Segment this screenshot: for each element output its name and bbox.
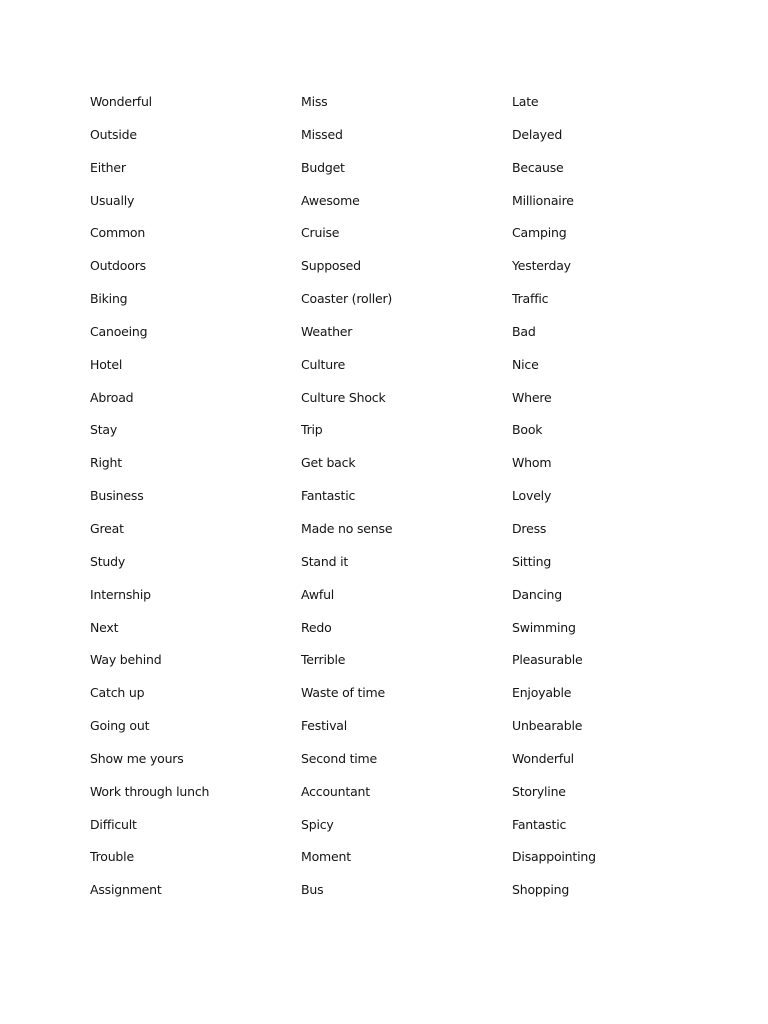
word-item: Terrible bbox=[301, 652, 346, 668]
word-item: Enjoyable bbox=[512, 685, 572, 701]
word-item: Budget bbox=[301, 159, 345, 175]
word-item: Usually bbox=[90, 192, 135, 208]
word-item: Moment bbox=[301, 849, 351, 865]
word-item: Difficult bbox=[90, 816, 137, 832]
word-item: Awesome bbox=[301, 192, 360, 208]
word-item: Pleasurable bbox=[512, 652, 583, 668]
word-item: Book bbox=[512, 422, 543, 438]
word-item: Swimming bbox=[512, 619, 576, 635]
word-item: Biking bbox=[90, 291, 128, 307]
word-item: Catch up bbox=[90, 685, 145, 701]
word-item: Stay bbox=[90, 422, 118, 438]
word-item: Because bbox=[512, 159, 564, 175]
word-item: Fantastic bbox=[301, 488, 356, 504]
word-item: Way behind bbox=[90, 652, 162, 668]
word-item: Hotel bbox=[90, 356, 123, 372]
word-item: Dress bbox=[512, 520, 547, 536]
word-item: Where bbox=[512, 389, 552, 405]
word-item: Delayed bbox=[512, 126, 563, 142]
word-item: Redo bbox=[301, 619, 332, 635]
word-item: Internship bbox=[90, 586, 151, 602]
word-item: Stand it bbox=[301, 553, 349, 569]
word-item: Sitting bbox=[512, 553, 552, 569]
word-item: Going out bbox=[90, 718, 150, 734]
word-item: Miss bbox=[301, 94, 328, 109]
word-item: Fantastic bbox=[512, 816, 567, 832]
word-item: Unbearable bbox=[512, 718, 583, 734]
word-column-1 bbox=[90, 89, 300, 910]
word-item: Next bbox=[90, 619, 119, 635]
word-column-3 bbox=[512, 89, 722, 910]
word-item: Whom bbox=[512, 455, 552, 471]
word-item: Wonderful bbox=[512, 750, 574, 766]
word-item: Study bbox=[90, 553, 126, 569]
word-item: Right bbox=[90, 455, 122, 471]
word-item: Millionaire bbox=[512, 192, 574, 208]
word-item: Canoeing bbox=[90, 323, 148, 339]
word-item: Outside bbox=[90, 126, 137, 142]
word-item: Lovely bbox=[512, 488, 552, 504]
word-item: Cruise bbox=[301, 225, 340, 241]
word-item: Spicy bbox=[301, 816, 334, 832]
word-item: Festival bbox=[301, 718, 348, 734]
word-column-2 bbox=[301, 89, 511, 910]
word-item: Culture Shock bbox=[301, 389, 386, 405]
word-item: Weather bbox=[301, 323, 353, 339]
word-item: Show me yours bbox=[90, 750, 184, 766]
word-item: Nice bbox=[512, 356, 539, 372]
word-item: Abroad bbox=[90, 389, 134, 405]
word-item: Disappointing bbox=[512, 849, 596, 865]
word-item: Assignment bbox=[90, 882, 162, 898]
word-item: Trip bbox=[301, 422, 323, 438]
word-item: Get back bbox=[301, 455, 356, 471]
word-item: Second time bbox=[301, 750, 378, 766]
word-item: Made no sense bbox=[301, 520, 393, 536]
word-item: Wonderful bbox=[90, 94, 152, 109]
word-item: Storyline bbox=[512, 783, 566, 799]
word-item: Missed bbox=[301, 126, 343, 142]
word-item: Either bbox=[90, 159, 126, 175]
word-item: Bad bbox=[512, 323, 536, 339]
word-item: Coaster (roller) bbox=[301, 291, 393, 307]
word-item: Bus bbox=[301, 882, 324, 898]
word-item: Culture bbox=[301, 356, 346, 372]
word-item: Late bbox=[512, 94, 539, 109]
word-item: Waste of time bbox=[301, 685, 385, 701]
word-item: Great bbox=[90, 520, 124, 536]
word-item: Dancing bbox=[512, 586, 563, 602]
word-item: Outdoors bbox=[90, 258, 146, 274]
word-item: Work through lunch bbox=[90, 783, 210, 799]
word-item: Supposed bbox=[301, 258, 361, 274]
word-item: Accountant bbox=[301, 783, 370, 799]
word-item: Camping bbox=[512, 225, 567, 241]
word-item: Traffic bbox=[512, 291, 549, 307]
word-item: Trouble bbox=[90, 849, 134, 865]
word-item: Common bbox=[90, 225, 146, 241]
word-item: Business bbox=[90, 488, 144, 504]
word-item: Yesterday bbox=[512, 258, 571, 274]
word-item: Awful bbox=[301, 586, 335, 602]
word-item: Shopping bbox=[512, 882, 570, 898]
